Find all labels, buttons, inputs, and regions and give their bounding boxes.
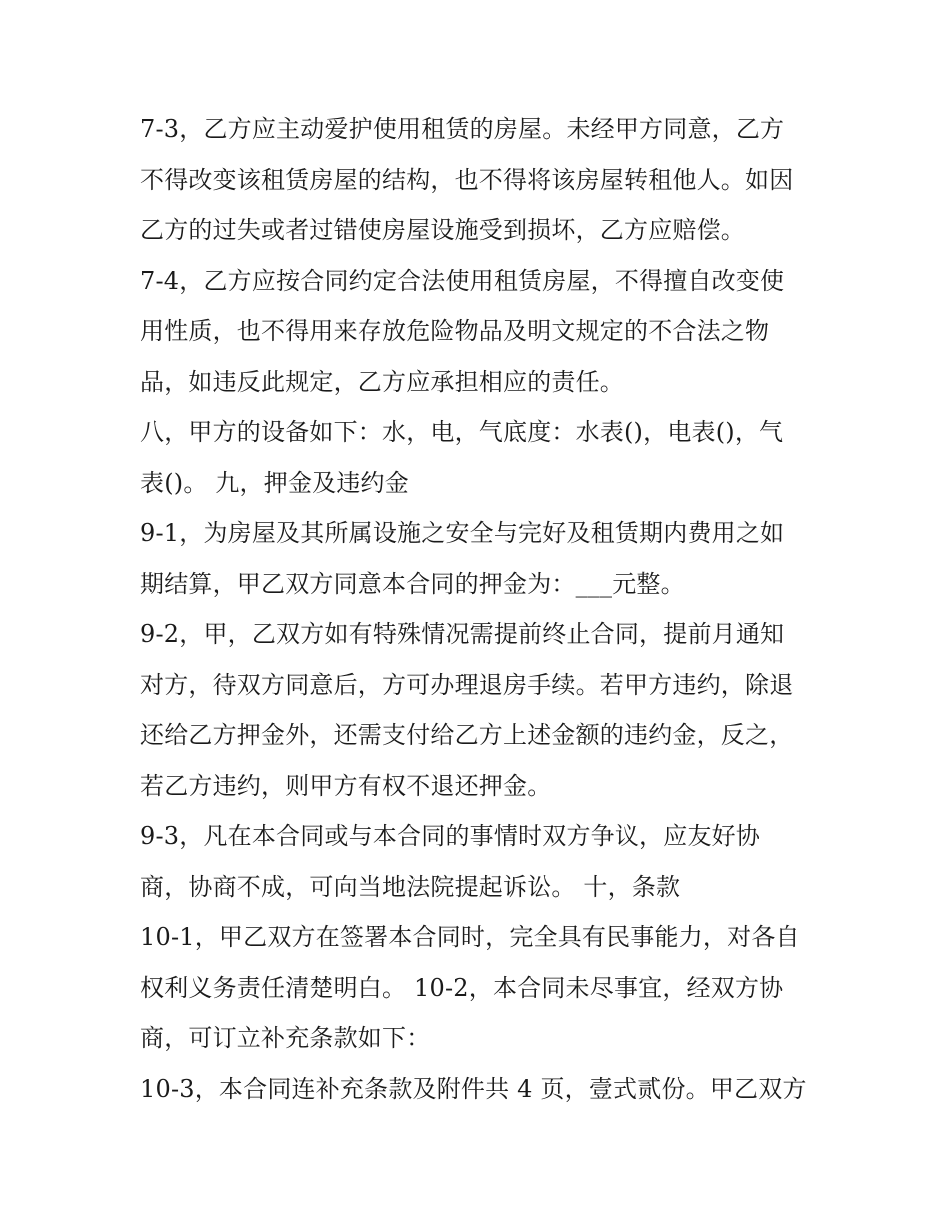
text-line: 对方，待双方同意后，方可办理退房手续。若甲方违约，除退 — [140, 670, 794, 699]
text-line: 还给乙方押金外，还需支付给乙方上述金额的违约金，反之， — [140, 721, 794, 749]
text-line: 期结算，甲乙双方同意本合同的押金为：___元整。 — [140, 569, 685, 598]
text-line: 9-1，为房屋及其所属设施之安全与完好及租赁期内费用之如 — [140, 519, 785, 547]
text-line: 9-3，凡在本合同或与本合同的事情时双方争议，应友好协 — [140, 822, 761, 850]
text-line: 品，如违反此规定，乙方应承担相应的责任。 — [140, 367, 624, 396]
text-line: 表()。 九，押金及违约金 — [140, 468, 409, 497]
text-line: 不得改变该租赁房屋的结构，也不得将该房屋转租他人。如因 — [140, 165, 794, 194]
text-line: 商，可订立补充条款如下： — [140, 1024, 431, 1052]
text-line: 权利义务责任清楚明白。 10-2，本合同未尽事宜，经双方协 — [140, 973, 784, 1002]
document-body — [140, 104, 820, 1114]
text-line: 乙方的过失或者过错使房屋设施受到损坏，乙方应赔偿。 — [140, 216, 745, 244]
text-line: 10-1，甲乙双方在签署本合同时，完全具有民事能力，对各自 — [140, 923, 800, 951]
text-line: 若乙方违约，则甲方有权不退还押金。 — [140, 771, 552, 800]
text-line: 9-2，甲，乙双方如有特殊情况需提前终止合同，提前月通知 — [140, 620, 785, 648]
text-line: 八，甲方的设备如下：水，电，气底度：水表()，电表()，气 — [140, 418, 784, 446]
text-line: 10-3，本合同连补充条款及附件共 4 页，壹式贰份。甲乙双方 — [140, 1074, 807, 1103]
text-line: 7-4，乙方应按合同约定合法使用租赁房屋，不得擅自改变使 — [140, 266, 785, 295]
text-line: 用性质，也不得用来存放危险物品及明文规定的不合法之物 — [140, 317, 770, 345]
text-line: 商，协商不成，可向当地法院提起诉讼。 十，条款 — [140, 872, 681, 901]
text-line: 7-3，乙方应主动爱护使用租赁的房屋。未经甲方同意，乙方 — [140, 115, 785, 143]
